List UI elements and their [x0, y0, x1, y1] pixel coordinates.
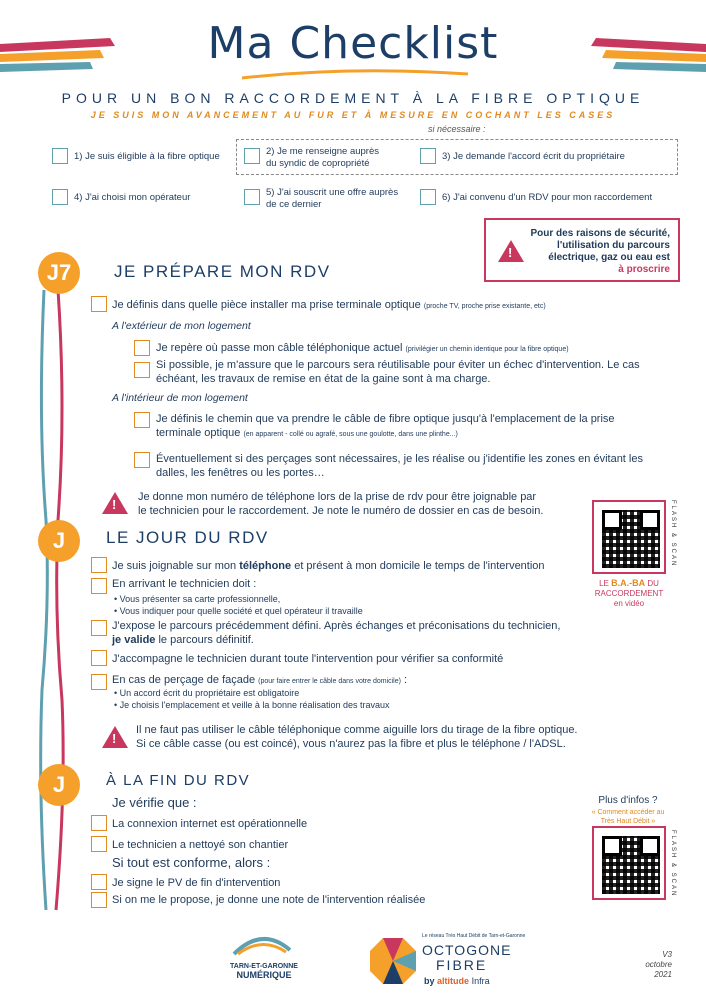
- step-2-checkbox[interactable]: [244, 148, 260, 164]
- jend-badge: J: [38, 764, 80, 806]
- final-item-1-text: Je signe le PV de fin d'intervention: [112, 877, 281, 889]
- jend-section-title: À LA FIN DU RDV: [106, 772, 251, 789]
- step-1-checkbox[interactable]: [52, 148, 68, 164]
- step-2-label: 2) Je me renseigne auprès du syndic de copropriété: [266, 146, 380, 169]
- verify-item-1-checkbox[interactable]: [91, 815, 107, 831]
- jday-item-5-bullet-2: • Je choisis l'emplacement et veille à la bonne réalisation des travaux: [114, 700, 390, 710]
- jday-item-2-text: En arrivant le technicien doit :: [112, 578, 257, 590]
- step-5-checkbox[interactable]: [244, 189, 260, 205]
- fibre-name: FIBRE: [436, 957, 488, 973]
- step-6-label: 6) J'ai convenu d'un RDV pour mon raccordement: [442, 192, 653, 203]
- safety-warning-box: [484, 218, 680, 282]
- jday-item-5-bullet-1: • Un accord écrit du propriétaire est obligatoire: [114, 688, 300, 698]
- tarn-et-garonne-logo: [232, 932, 292, 956]
- jday-item-4-checkbox[interactable]: [91, 650, 107, 666]
- j7-warning-text: Je donne mon numéro de téléphone lors de la prise de rdv pour être joignable par le technicien pour le raccordement. Je note le numéro de dossier en cas de besoin.: [138, 491, 544, 517]
- verify-item-2-checkbox[interactable]: [91, 836, 107, 852]
- timeline-lines: [32, 270, 72, 920]
- step-4-label: 4) J'ai choisi mon opérateur: [74, 192, 191, 203]
- octogone-logo: [368, 936, 418, 986]
- jday-item-3-text: J'expose le parcours précédemment défini. Après échanges et préconisations du technicien, je valide le parcours définitif.: [112, 620, 561, 646]
- jday-item-2-checkbox[interactable]: [91, 578, 107, 594]
- warning-line-1: Pour des raisons de sécurité,: [530, 228, 670, 239]
- if-needed-note: si nécessaire :: [428, 124, 486, 134]
- jday-warning-icon: [102, 726, 128, 748]
- qr-code-video[interactable]: [592, 500, 666, 574]
- warning-line-3: électrique, gaz ou eau est: [548, 252, 670, 263]
- jday-item-2-bullet-1: • Vous présenter sa carte professionnelle,: [114, 594, 281, 604]
- int-item-1-text: Je définis le chemin que va prendre le câble de fibre optique jusqu'à l'emplacement de la prise terminale optique (en apparent - collé ou agrafé, sous une goulotte, dans une plinthe...): [156, 413, 615, 439]
- altitude-line: by altitude Infra: [424, 976, 490, 986]
- final-item-2-text: Si on me le propose, je donne une note de l'intervention réalisée: [112, 894, 426, 906]
- step-6-checkbox[interactable]: [420, 189, 436, 205]
- tarn-et-garonne-text: TARN-ET-GARONNE NUMÉRIQUE: [230, 963, 298, 980]
- title-underline-swoosh: [240, 68, 470, 82]
- page-title: Ma Checklist: [207, 18, 499, 69]
- warning-line-2: l'utilisation du parcours: [557, 240, 670, 251]
- step-3-label: 3) Je demande l'accord écrit du propriétaire: [442, 151, 625, 162]
- version-info: V3 octobre 2021: [645, 950, 672, 979]
- outside-heading: A l'extérieur de mon logement: [112, 320, 251, 332]
- j7-badge: J7: [38, 252, 80, 294]
- more-info-title: Plus d'infos ?: [598, 795, 658, 806]
- verify-item-2-text: Le technicien a nettoyé son chantier: [112, 839, 289, 851]
- j7-item-1-text: Je définis dans quelle pièce installer ma prise terminale optique (proche TV, proche prise existante, etc): [112, 299, 546, 311]
- jday-section-title: LE JOUR DU RDV: [106, 528, 269, 547]
- jday-item-3-checkbox[interactable]: [91, 620, 107, 636]
- int-item-2-checkbox[interactable]: [134, 452, 150, 468]
- octogone-name: OCTOGONE: [422, 942, 512, 958]
- conform-heading: Si tout est conforme, alors :: [112, 855, 271, 870]
- jday-warning-text: Il ne faut pas utiliser le câble téléphonique comme aiguille lors du tirage de la fibre optique. Si ce câble casse (ou est coincé), vous n'aurez pas la fibre et plus le téléphone / l'ADSL.: [136, 724, 578, 750]
- warning-icon: [498, 240, 524, 262]
- step-4-checkbox[interactable]: [52, 189, 68, 205]
- qr-2-side-label: FLASH & SCAN: [670, 830, 676, 898]
- warning-line-4: à proscrire: [618, 264, 670, 275]
- step-1-label: 1) Je suis éligible à la fibre optique: [74, 151, 220, 162]
- verify-item-1-text: La connexion internet est opérationnelle: [112, 818, 308, 830]
- final-item-2-checkbox[interactable]: [91, 892, 107, 908]
- verify-heading: Je vérifie que :: [112, 795, 197, 810]
- int-item-1-checkbox[interactable]: [134, 412, 150, 428]
- jday-item-5-text: En cas de perçage de façade (pour faire entrer le câble dans votre domicile) :: [112, 674, 408, 686]
- more-info-caption: « Comment accéder au Très Haut Débit »: [591, 809, 665, 825]
- ext-item-1-text: Je repère où passe mon câble téléphonique actuel (privilégier un chemin identique pour la fibre optique): [156, 342, 569, 354]
- step-3-checkbox[interactable]: [420, 148, 436, 164]
- ext-item-2-checkbox[interactable]: [134, 362, 150, 378]
- int-item-2-text: Éventuellement si des perçages sont nécessaires, je les réalise ou j'identifie les zones en évitant les dalles, les fenêtres ou les portes…: [156, 453, 643, 479]
- jday-item-1-checkbox[interactable]: [91, 557, 107, 573]
- jday-item-4-text: J'accompagne le technicien durant toute l'intervention pour vérifier sa conformité: [112, 653, 504, 665]
- qr-1-caption: LE B.A.-BA DU RACCORDEMENT en vidéo: [594, 578, 664, 608]
- step-5-label: 5) J'ai souscrit une offre auprès de ce dernier: [266, 187, 399, 210]
- jday-item-1-text: Je suis joignable sur mon téléphone et présent à mon domicile le temps de l'intervention: [112, 560, 545, 572]
- jday-item-5-checkbox[interactable]: [91, 674, 107, 690]
- j7-item-1-checkbox[interactable]: [91, 296, 107, 312]
- jday-badge: J: [38, 520, 80, 562]
- inside-heading: A l'intérieur de mon logement: [112, 392, 248, 404]
- j7-section-title: JE PRÉPARE MON RDV: [114, 262, 331, 281]
- network-tagline: Le réseau Très Haut Débit de Tarn-et-Garonne: [422, 933, 526, 939]
- final-item-1-checkbox[interactable]: [91, 874, 107, 890]
- instruction: JE SUIS MON AVANCEMENT AU FUR ET À MESURE EN COCHANT LES CASES: [90, 110, 616, 120]
- jday-item-2-bullet-2: • Vous indiquer pour quelle société et quel opérateur il travaille: [114, 606, 363, 616]
- qr-code-info[interactable]: [592, 826, 666, 900]
- qr-1-side-label: FLASH & SCAN: [670, 500, 676, 568]
- ext-item-2-text: Si possible, je m'assure que le parcours sera réutilisable pour éviter un échec d'intervention. Le cas échéant, les travaux de remise en état de la gaine sont à ma charge.: [156, 359, 640, 385]
- ext-item-1-checkbox[interactable]: [134, 340, 150, 356]
- j7-warning-icon: [102, 492, 128, 514]
- subtitle: POUR UN BON RACCORDEMENT À LA FIBRE OPTIQUE: [61, 90, 645, 106]
